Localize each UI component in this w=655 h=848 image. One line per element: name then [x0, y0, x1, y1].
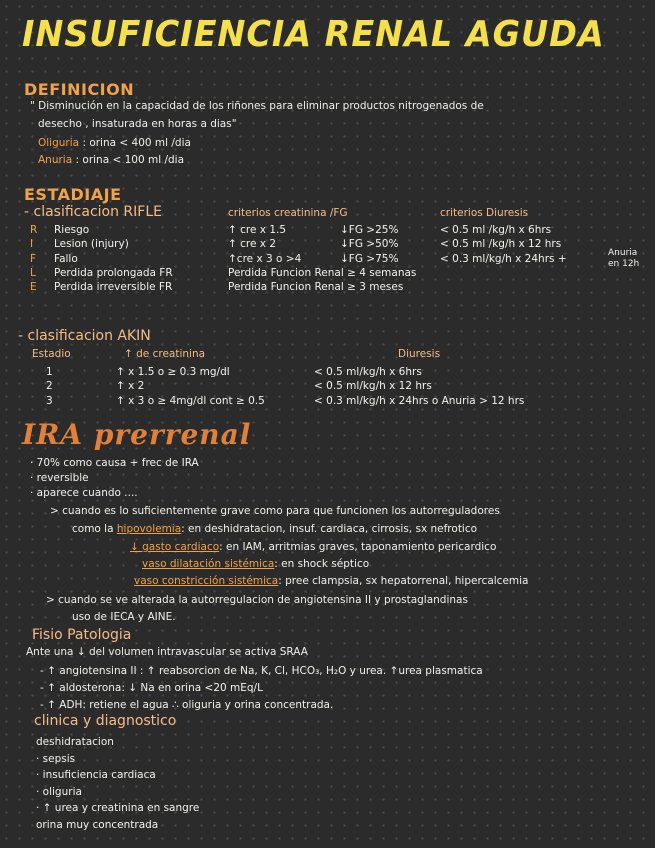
akin-diuresis-value: < 0.5 ml/kg/h x 12 hrs [314, 380, 432, 393]
anuria-note-2: en 12h [608, 259, 640, 269]
page-title: INSUFICIENCIA RENAL AGUDA [22, 14, 605, 55]
estadiaje-heading: ESTADIAJE [24, 185, 122, 204]
clinica-heading: clinica y diagnostico [34, 713, 177, 729]
akin-creat [116, 365, 265, 408]
gasto-line [130, 541, 496, 554]
fisiopatologia-items [40, 663, 483, 714]
rifle-name: Lesion (injury) [54, 238, 129, 251]
cuando2-line2: uso de IECA y AINE. [72, 611, 176, 623]
fisiopatologia-heading: Fisio Patologia [32, 627, 132, 643]
fisiopatologia-item: - ↑ aldosterona: ↓ Na en orina <20 mEq/L [40, 682, 263, 694]
rifle-names [54, 223, 173, 294]
rifle-name: Perdida irreversible FR [54, 281, 173, 294]
vasodil-text: : en shock séptico [274, 558, 370, 570]
vasocon-text: : pree clampsia, sx hepatorrenal, hipercalcemia [278, 575, 529, 587]
clinica-item: · ↑ urea y creatinina en sangre [36, 802, 200, 814]
clinica-item: · sepsis [36, 752, 76, 765]
vasocon-label: vaso constricción sistémica [134, 575, 279, 587]
rifle-creat-value: ↑ cre x 1.5 [228, 224, 287, 236]
rifle-heading: - clasificacion RIFLE [24, 204, 162, 220]
clinica-item: deshidratacion [36, 736, 114, 748]
clinica-item: · oliguria [36, 785, 82, 798]
akin-heading: - clasificacion AKIN [18, 328, 151, 344]
rifle-creat-value: ↑cre x 3 o >4 [228, 252, 302, 265]
rifle-letter: L [30, 266, 36, 279]
rifle-diuresis [440, 223, 567, 266]
cuando1-line1: > cuando es lo suficientemente grave como para que funcionen los autorreguladores [50, 505, 500, 517]
akin-col-diuresis: Diuresis [398, 348, 441, 360]
fisiopatologia-item: - ↑ ADH: retiene el agua ∴ oliguria y orina concentrada. [40, 699, 334, 711]
vasodil-line [142, 558, 369, 571]
akin-estadio: 3 [46, 394, 53, 407]
ira-bullets [30, 456, 199, 501]
anuria-value: : orina < 100 ml /dia [75, 154, 185, 166]
akin-creat-value: ↑ x 2 [116, 380, 145, 393]
rifle-fg-value: ↓FG >75% [340, 252, 399, 265]
vasocon-line [134, 575, 529, 588]
rifle-diuresis-header: criterios Diuresis [440, 207, 529, 219]
definicion-heading: DEFINICION [24, 80, 135, 99]
akin-creat-value: ↑ x 1.5 o ≥ 0.3 mg/dl [116, 366, 230, 378]
rifle-fg [340, 223, 398, 266]
fisiopatologia-item: - ↑ angiotensina II : ↑ reabsorcion de Na, K, Cl, HCO₃, H₂O y urea. ↑urea plasmatica [40, 665, 483, 677]
oliguria-label: Oliguria [38, 137, 80, 149]
ira-bullet: · reversible [30, 472, 89, 484]
rifle-diuresis-value: < 0.5 ml /kg/h x 12 hrs [440, 238, 562, 251]
rifle-letter: F [30, 252, 37, 265]
oliguria-line [38, 137, 191, 150]
rifle-letter: R [30, 224, 38, 236]
rifle-creat-header: criterios creatinina /FG [228, 207, 348, 219]
fisiopatologia-intro: Ante una ↓ del volumen intravascular se activa SRAA [26, 646, 308, 658]
clinica-item: · insuficiencia cardiaca [36, 769, 156, 781]
akin-col-creat: ↑ de creatinina [124, 348, 206, 360]
rifle-letter: E [30, 281, 37, 294]
anuria-line [38, 154, 184, 167]
akin-estadio: 2 [46, 380, 53, 393]
rifle-fg-value: ↓FG >25% [340, 224, 399, 236]
rifle-diuresis-value: < 0.5 ml /kg/h x 6hrs [440, 224, 552, 236]
definicion-line-2: desecho , insaturada en horas a dias" [38, 118, 237, 130]
definicion-line-1: " Disminución en la capacidad de los riñones para eliminar productos nitrogenados de [30, 100, 484, 112]
ira-bullet: · aparece cuando .... [30, 487, 138, 499]
akin-creat-value: ↑ x 3 o ≥ 4mg/dl cont ≥ 0.5 [116, 394, 265, 407]
akin-estadio: 1 [46, 366, 53, 378]
rifle-name: Perdida prolongada FR [54, 266, 173, 279]
rifle-fg-value: ↓FG >50% [340, 238, 399, 251]
rifle-letters [30, 223, 37, 294]
cuando2-line1: > cuando se ve alterada la autorregulacion de angiotensina II y prostaglandinas [46, 594, 468, 606]
akin-diuresis [314, 365, 524, 408]
rifle-letter: I [30, 238, 34, 251]
vasodil-label: vaso dilatación sistémica [142, 558, 275, 570]
clinica-item: orina muy concentrada [36, 818, 159, 831]
gasto-text: : en IAM, arritmias graves, taponamiento pericardico [219, 541, 497, 553]
clinica-items [36, 734, 199, 833]
anuria-label: Anuria [38, 154, 73, 166]
rifle-name: Fallo [54, 252, 78, 265]
cuando1-pre: como la [72, 523, 114, 535]
cuando1-line2 [72, 523, 477, 536]
oliguria-value: : orina < 400 ml /dia [82, 137, 191, 149]
anuria-note-1: Anuria [608, 248, 638, 258]
ira-bullet: · 70% como causa + frec de IRA [30, 457, 199, 469]
rifle-creat-value: Perdida Funcion Renal ≥ 4 semanas [228, 266, 417, 279]
akin-diuresis-value: < 0.5 ml/kg/h x 6hrs [314, 366, 422, 378]
rifle-creat-value: ↑ cre x 2 [228, 238, 277, 251]
rifle-diuresis-value: < 0.3 ml/kg/h x 24hrs + [440, 252, 567, 265]
rifle-creat-value: Perdida Funcion Renal ≥ 3 meses [228, 281, 404, 294]
akin-diuresis-value: < 0.3 ml/kg/h x 24hrs o Anuria > 12 hrs [314, 394, 525, 407]
hipovolemia-label: hipovolemia [116, 523, 182, 535]
rifle-name: Riesgo [54, 224, 90, 236]
ira-prerrenal-heading: IRA prerrenal [22, 418, 252, 451]
akin-col-estadio: Estadio [32, 348, 71, 360]
hipovolemia-text: : en deshidratacion, insuf. cardiaca, cirrosis, sx nefrotico [181, 523, 478, 535]
akin-estadios [46, 365, 53, 408]
gasto-label: ↓ gasto cardiaco [130, 541, 220, 553]
